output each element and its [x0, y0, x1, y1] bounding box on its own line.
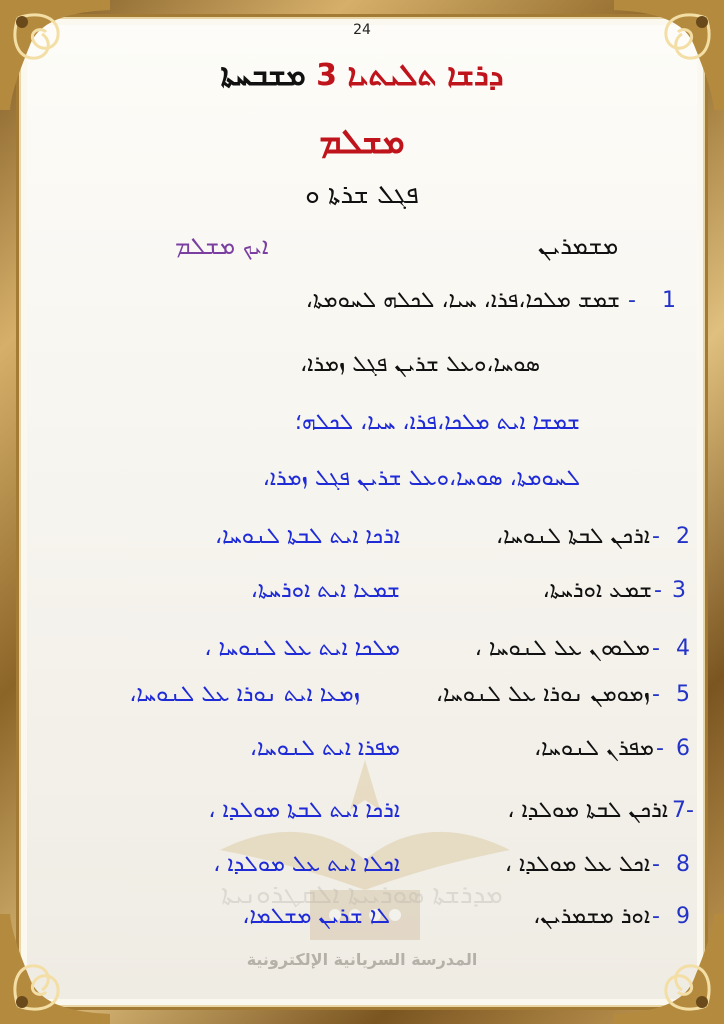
line-answer: ܐܪܟܐ ܐܝܬ ܠܒܬܐ ܡܘܠܕܐ ، — [208, 798, 400, 823]
line-number: 2 — [676, 524, 690, 549]
corner-ornament-icon — [0, 0, 110, 110]
section-heading: ܦܓܠ ܫܪܬܐ ܘ — [305, 180, 419, 210]
watermark-arabic: المدرسة السريانية الإلكترونية — [246, 950, 478, 969]
label-left: ܡܫܡܪܝܢ — [538, 232, 619, 260]
line-number: 9 — [676, 904, 690, 929]
line-answer: ܫܡܥܐ ܐܝܬ ܐܘܪܚܬܐ، — [250, 578, 400, 603]
watermark-syriac: ܡܕܪܫܬܐ ܣܘܪܝܝܬܐ ܐܠܩܛܪܘܢܝܬܐ — [221, 880, 503, 910]
corner-ornament-icon — [0, 914, 110, 1024]
answer-line-1-cont: ܠܚܘܡܬܐ، ܣܘܚܐ،ܘܥܠ ܫܪܝܢ ܦܓܠ ܙܡܪܐ، — [262, 466, 580, 491]
line-number: 1 — [662, 288, 676, 313]
label-row — [0, 232, 724, 272]
title-black: ܡܫܒܚܬܐ — [220, 58, 306, 93]
line-dash: - — [686, 798, 694, 823]
line-text: ܡܠܘܘܢ ܥܠ ܠܢܘܚܐ ، — [474, 636, 650, 661]
line-dash: - — [652, 852, 660, 877]
line-dash: - — [628, 288, 636, 313]
line-text: ܫܡܫ ܡܠܟܐ،ܦܪܐ، ܚܝܐ، ܠܟܠܗ ܠܚܘܡܬܐ، — [305, 288, 620, 313]
line-dash: - — [654, 578, 662, 603]
line-number: 6 — [676, 736, 690, 761]
line-dash: - — [656, 736, 664, 761]
line-answer: ܐܟܠܐ ܐܝܬ ܥܠ ܡܘܠܕܐ ، — [213, 852, 400, 877]
line-answer: ܙܡܥܐ ܐܝܬ ܢܘܪܐ ܥܠ ܠܢܘܚܐ، — [129, 682, 360, 707]
line-dash: - — [652, 524, 660, 549]
line-number: 7 — [672, 798, 686, 823]
page-number: 24 — [353, 22, 371, 38]
corner-ornament-icon — [614, 0, 724, 110]
line-dash: - — [652, 682, 660, 707]
line-text: ܙܡܘܡܢ ܢܘܪܐ ܥܠ ܠܢܘܚܐ، — [435, 682, 650, 707]
exercise-line-1-cont: ܣܘܚܐ،ܘܥܠ ܫܪܝܢ ܦܓܠ ܙܡܪܐ، — [300, 352, 540, 377]
line-text: ܫܡܥ ܐܘܪܚܬܐ، — [542, 578, 652, 603]
line-text: ܐܪܟܢ ܠܒܬܐ ܠܢܘܚܐ، — [496, 524, 650, 549]
line-answer: ܡܦܪܐ ܐܝܬ ܠܢܘܚܐ، — [249, 736, 400, 761]
line-dash: - — [652, 636, 660, 661]
line-text: ܐܟܠ ܥܠ ܡܘܠܕܐ ، — [504, 852, 650, 877]
label-right: ܐܝܟ ܡܫܠܡ — [175, 232, 269, 260]
line-text: ܐܪܟܢ ܠܒܬܐ ܡܘܠܕܐ ، — [507, 798, 668, 823]
line-answer: ܡܠܟܐ ܐܝܬ ܥܠ ܠܢܘܚܐ ، — [204, 636, 400, 661]
corner-ornament-icon — [614, 914, 724, 1024]
line-number: 4 — [676, 636, 690, 661]
line-number: 8 — [676, 852, 690, 877]
line-number: 5 — [676, 682, 690, 707]
title-red: ܕܪܫܐ ܬܠܝܬܝܐ — [347, 58, 504, 93]
title-number: 3 — [316, 58, 337, 93]
line-text: ܐܘܪ ܡܫܡܪܝܢ، — [533, 904, 650, 929]
line-answer: ܠܐ ܫܪܝܢ ܡܫܠܡܐ، — [242, 904, 390, 929]
page-title — [0, 58, 724, 93]
line-text: ܡܦܪܢ ܠܢܘܚܐ، — [534, 736, 654, 761]
line-answer: ܐܪܟܐ ܐܝܬ ܠܒܬܐ ܠܢܘܚܐ، — [215, 524, 400, 549]
page-subtitle: ܡܫܠܡ — [319, 122, 405, 162]
line-dash: - — [652, 904, 660, 929]
line-number: 3 — [672, 578, 686, 603]
answer-line-1: ܫܡܫܐ ܐܝܬ ܡܠܟܐ،ܦܪܐ، ܚܝܐ، ܠܟܠܗ؛ — [294, 410, 580, 435]
